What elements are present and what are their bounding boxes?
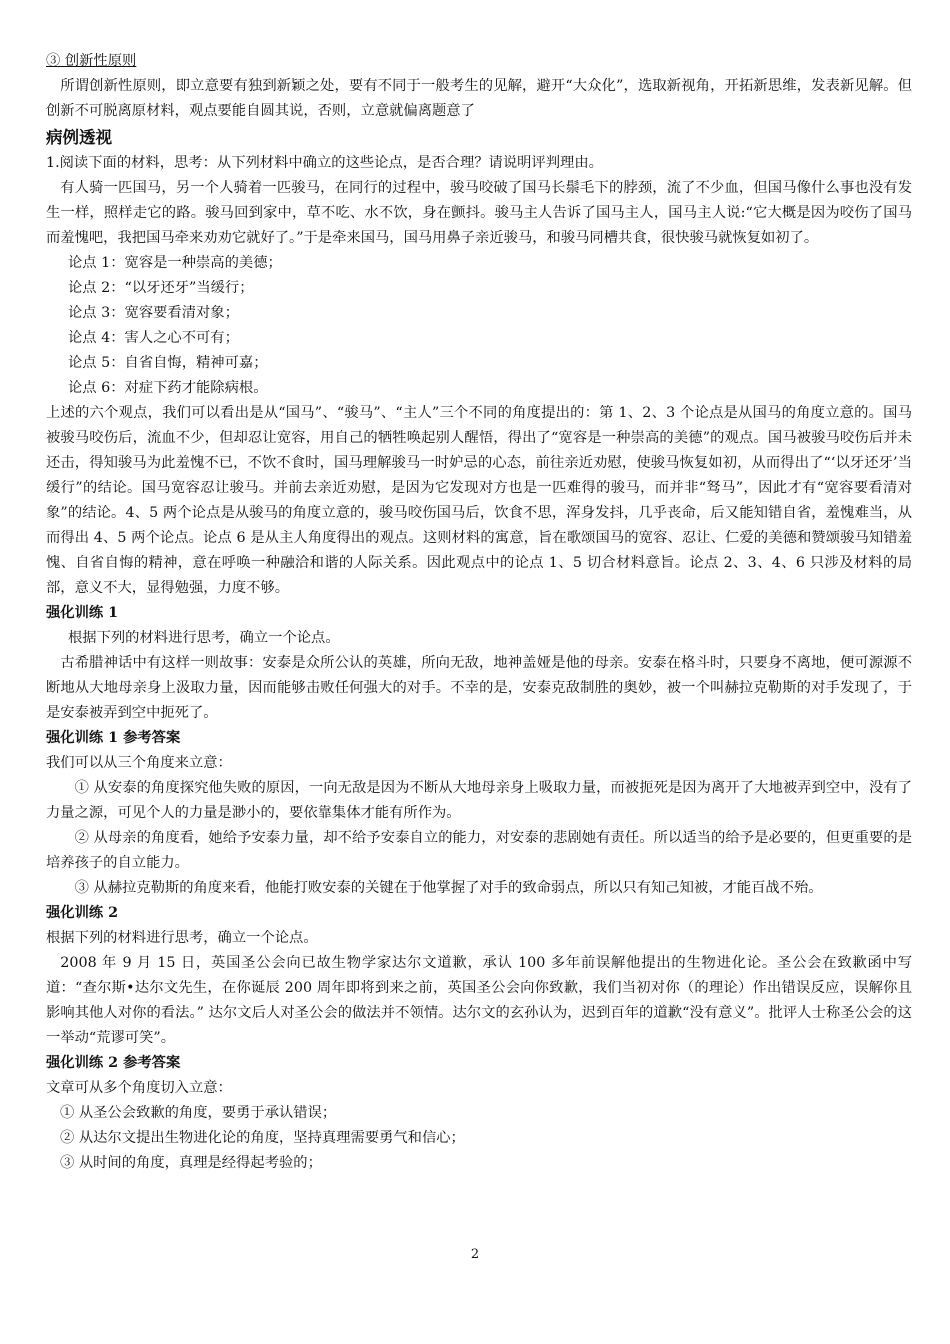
training-2-answer-item: ③ 从时间的角度，真理是经得起考验的； <box>60 1155 322 1171</box>
section-3-title: ③ 创新性原则 <box>46 53 137 69</box>
case-study-heading: 病例透视 <box>46 128 112 147</box>
argument-point: 论点 6：对症下药才能除病根。 <box>68 380 268 396</box>
training-2-title: 强化训练 2 <box>46 905 119 921</box>
argument-point: 论点 3：宽容要看清对象； <box>68 305 239 321</box>
argument-point: 论点 2：“以牙还牙”当缓行； <box>68 280 254 296</box>
training-2-material: 2008 年 9 月 15 日，英国圣公会向已故生物学家达尔文道歉，承认 100 多年前误解他提出的生物进化论。圣公会在致歉函中写道：“查尔斯•达尔文先生，在你诞辰 200 周年即将到来之前，英国圣公会向你致歉，我们当初对你（的理论）作出错误反应，误解你且影响其他人对你的看法。” 达尔文后人对圣公会的做法并不领情。达尔文的玄孙认为，迟到百年的道歉“没有意义”。批评人士称圣公会的这一举动“荒谬可笑”。 <box>46 955 912 1046</box>
training-1-answer-item: ② 从母亲的角度看，她给予安泰力量，却不给予安泰自立的能力，对安泰的悲剧她有责任。所以适当的给予是必要的，但更重要的是培养孩子的自立能力。 <box>46 830 912 871</box>
document-page <box>46 49 912 1176</box>
training-1-answer-title: 强化训练 1 参考答案 <box>46 730 181 746</box>
training-2-answer-intro: 文章可从多个角度切入立意： <box>46 1080 232 1096</box>
section-3-paragraph: 所谓创新性原则，即立意要有独到新颖之处，要有不同于一般考生的见解，避开“大众化”，选取新视角，开拓新思维，发表新见解。但创新不可脱离原材料，观点要能自圆其说，否则，立意就偏离题意了 <box>46 78 912 119</box>
training-1-instruction: 根据下列的材料进行思考，确立一个论点。 <box>68 630 340 646</box>
argument-point: 论点 5：自省自悔，精神可嘉； <box>68 355 268 371</box>
training-1-answer-item: ① 从安泰的角度探究他失败的原因，一向无敌是因为不断从大地母亲身上吸取力量，而被扼死是因为离开了大地被弄到空中，没有了力量之源，可见个人的力量是渺小的，要依靠集体才能有所作为。 <box>46 780 912 821</box>
argument-point: 论点 4：害人之心不可有； <box>68 330 239 346</box>
argument-point: 论点 1：宽容是一种崇高的美德； <box>68 255 282 271</box>
training-2-instruction: 根据下列的材料进行思考，确立一个论点。 <box>46 930 318 946</box>
page-number: 2 <box>470 1247 480 1262</box>
training-2-answer-title: 强化训练 2 参考答案 <box>46 1055 181 1071</box>
training-2-answer-item: ② 从达尔文提出生物进化论的角度，坚持真理需要勇气和信心； <box>60 1130 465 1146</box>
training-2-answer-item: ① 从圣公会致歉的角度，要勇于承认错误； <box>60 1105 337 1121</box>
story-paragraph: 有人骑一匹国马，另一个人骑着一匹骏马，在同行的过程中，骏马咬破了国马长鬃毛下的脖颈，流了不少血，但国马像什么事也没有发生一样，照样走它的路。骏马回到家中，草不吃、水不饮，身在颤抖。骏马主人告诉了国马主人，国马主人说:“它大概是因为咬伤了国马而羞愧吧，我把国马牵来劝劝它就好了。”于是牵来国马，国马用鼻子亲近骏马，和骏马同槽共食，很快骏马就恢复如初了。 <box>46 180 912 246</box>
training-1-answer-intro: 我们可以从三个角度来立意： <box>46 755 232 771</box>
training-1-title: 强化训练 1 <box>46 605 119 621</box>
analysis-paragraph: 上述的六个观点，我们可以看出是从“国马”、“骏马”、“主人”三个不同的角度提出的：第 1、2、3 个论点是从国马的角度立意的。国马被骏马咬伤后，流血不少，但却忍让宽容，用自己的牺牲唤起别人醒悟，得出了“宽容是一种崇高的美德”的观点。国马被骏马咬伤后并未还击，得知骏马为此羞愧不已，不饮不食时，国马理解骏马一时妒忌的心态，前往亲近劝慰，使骏马恢复如初，从而得出了“‘以牙还牙’当缓行”的结论。国马宽容忍让骏马。并前去亲近劝慰，是因为它发现对方也是一匹难得的骏马，而并非“驽马”，因此才有“宽容要看清对象”的结论。4、5 两个论点是从骏马的角度立意的，骏马咬伤国马后，饮食不思，浑身发抖，几乎丧命，后又能知错自省，羞愧难当，从而得出 4、5 两个论点。论点 6 是从主人角度得出的观点。这则材料的寓意，旨在歌颂国马的宽容、忍让、仁爱的美德和赞颂骏马知错羞愧、自省自悔的精神，意在呼唤一种融洽和谐的人际关系。因此观点中的论点 1、5 切合材料意旨。论点 2、3、4、6 只涉及材料的局部，意义不大，显得勉强，力度不够。 <box>46 405 912 596</box>
training-1-material: 古希腊神话中有这样一则故事：安泰是众所公认的英雄，所向无敌，地神盖娅是他的母亲。安泰在格斗时，只要身不离地，便可源源不断地从大地母亲身上汲取力量，因而能够击败任何强大的对手。不幸的是，安泰克敌制胜的奥妙，被一个叫赫拉克勒斯的对手发现了，于是安泰被弄到空中扼死了。 <box>46 655 912 721</box>
question-1: 1.阅读下面的材料，思考：从下列材料中确立的这些论点，是否合理？请说明评判理由。 <box>46 155 603 171</box>
training-1-answer-item: ③ 从赫拉克勒斯的角度来看，他能打败安泰的关键在于他掌握了对手的致命弱点，所以只有知己知被，才能百战不殆。 <box>74 880 823 896</box>
